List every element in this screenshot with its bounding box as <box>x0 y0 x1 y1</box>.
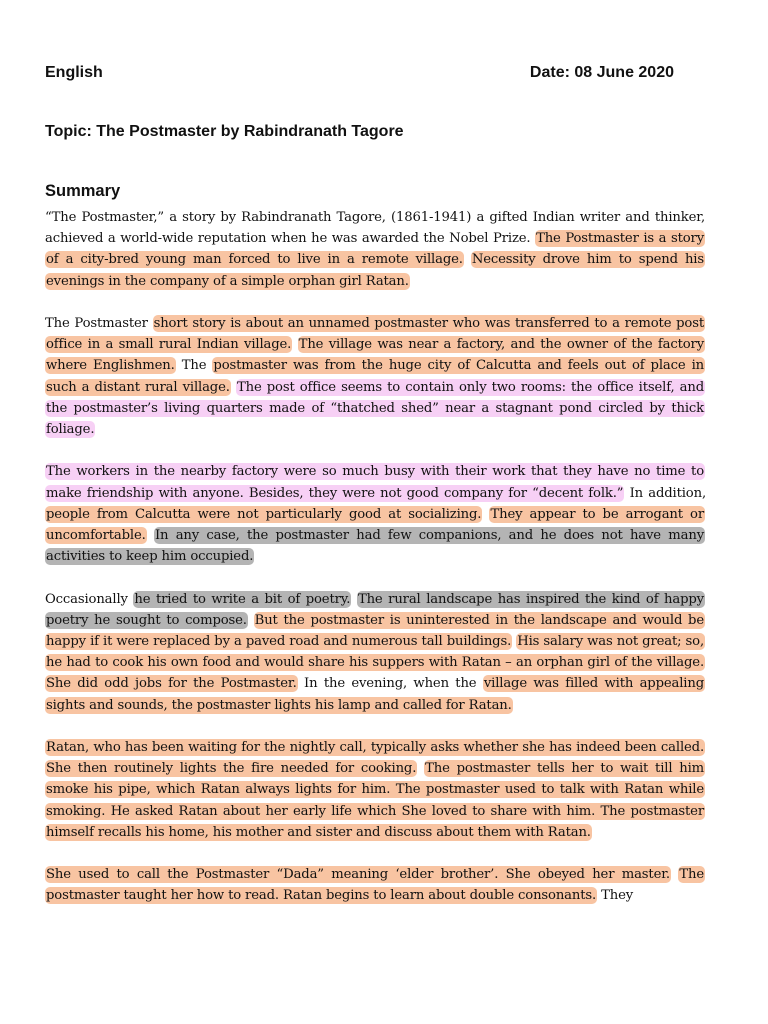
plain-text: “The Postmaster,” a story by Rabindranath Tagore, (1861-1941) a gifted Indian writer and thinker, achieved a world-wide reputation when he was awarded the Nobel Prize. <box>45 210 705 247</box>
highlighted-text-orange: His salary was not great; so, he had to cook his own food and would share his suppers with Ratan – an orphan girl of the village. She did odd jobs for the Postmaster. <box>46 634 704 692</box>
summary-paragraph <box>45 207 705 292</box>
highlighted-text-orange: They appear to be arrogant or uncomfortable. <box>46 506 704 544</box>
summary-paragraph <box>45 589 705 716</box>
plain-text: Occasionally <box>45 591 134 607</box>
topic-heading: Topic: The Postmaster by Rabindranath Tagore <box>45 123 404 140</box>
highlighted-text-orange: Necessity drove him to spend his evenings in the company of a simple orphan girl Ratan. <box>46 252 704 289</box>
summary-paragraph <box>45 864 705 906</box>
plain-text: They <box>597 888 634 904</box>
highlighted-text-orange: The Postmaster is a story of a city-bred young man forced to live in a remote village. <box>46 231 704 268</box>
summary-heading: Summary <box>45 182 121 200</box>
plain-text <box>292 337 297 352</box>
highlighted-text-pink: The post office seems to contain only two rooms: the office itself, and the postmaster’s living quarters made of “thatched shed” near a stagnant pond circled by thick foliage. <box>46 379 705 438</box>
highlighted-text-orange: She then routinely lights the fire needed for cooking. <box>46 761 417 777</box>
summary-paragraph <box>45 313 705 440</box>
highlighted-text-orange: But the postmaster is uninterested in the landscape and would be happy if it were replaced by a paved road and numerous tall buildings. <box>46 612 704 650</box>
plain-text <box>464 252 471 267</box>
highlighted-text-pink: The workers in the nearby factory were so much busy with their work that they have no time to make friendship with anyone. Besides, they were not good company for “decent folk.” <box>46 464 704 501</box>
summary-body <box>45 207 705 907</box>
plain-text: In addition, <box>624 485 706 501</box>
highlighted-text-orange: She used to call the Postmaster “Dada” meaning ‘elder brother’. She obeyed her master. <box>46 867 670 883</box>
highlighted-text-gray: The rural landscape has inspired the kind of happy poetry he sought to compose. <box>46 591 704 628</box>
highlighted-text-orange: village was filled with appealing sights and sounds, the postmaster lights his lamp and called for Ratan. <box>46 676 705 713</box>
highlighted-text-orange: The village was near a factory, and the owner of the factory where Englishmen. <box>46 337 704 374</box>
plain-text: In the evening, when the <box>297 676 483 692</box>
subject-label: English <box>45 64 103 81</box>
highlighted-text-orange: people from Calcutta were not particularly good at socializing. <box>46 506 482 522</box>
summary-paragraph <box>45 461 705 567</box>
highlighted-text-orange: Ratan, who has been waiting for the nightly call, typically asks whether she has indeed been called. <box>46 740 704 756</box>
plain-text: The <box>175 358 213 374</box>
highlighted-text-gray: In any case, the postmaster had few companions, and he does not have many activities to keep him occupied. <box>46 528 704 565</box>
highlighted-text-orange: The postmaster tells her to wait till him smoke his pipe, which Ratan always lights for him. The postmaster used to talk with Ratan while smoking. He asked Ratan about her early life which She loved to share with him. The postmaster himself recalls his home, his mother and sister and discuss about them with Ratan. <box>46 761 705 840</box>
date-label: Date: 08 June 2020 <box>529 64 674 81</box>
highlighted-text-gray: he tried to write a bit of poetry. <box>134 591 351 607</box>
plain-text <box>147 528 154 543</box>
highlighted-text-orange: The postmaster taught her how to read. Ratan begins to learn about double consonants. <box>46 867 704 904</box>
plain-text: The Postmaster <box>45 316 153 331</box>
summary-paragraph <box>45 737 705 843</box>
document-header <box>45 62 705 84</box>
highlighted-text-orange: postmaster was from the huge city of Calcutta and feels out of place in such a distant rural village. <box>46 358 704 395</box>
highlighted-text-orange: short story is about an unnamed postmaster who was transferred to a remote post office in a small rural Indian village. <box>46 316 704 353</box>
plain-text <box>248 613 254 628</box>
